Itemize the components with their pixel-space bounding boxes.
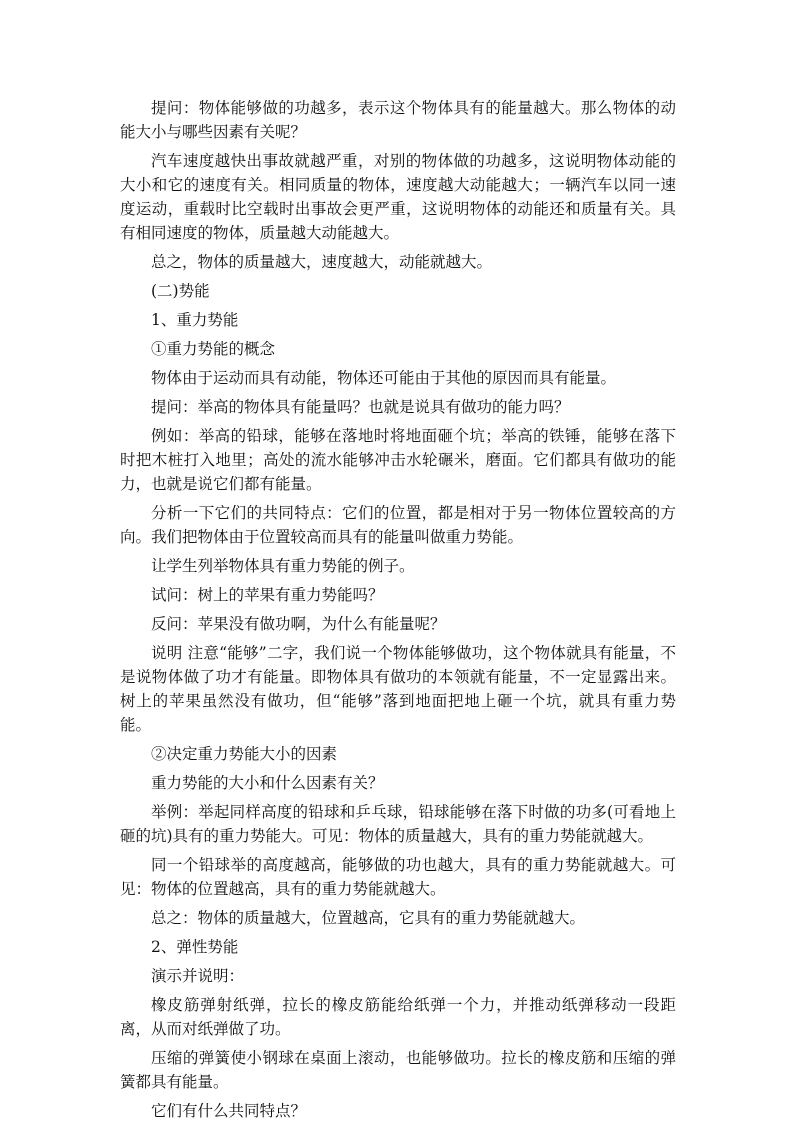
paragraph: 总之：物体的质量越大，位置越高，它具有的重力势能就越大。 <box>151 909 586 927</box>
paragraph: 演示并说明： <box>151 967 245 985</box>
paragraph: 说明 注意“能够”二字，我们说一个物体能够做功，这个物体就具有能量，不是说物体做了功才有能量。即物体具有做功的本领就有能量，不一定显露出来。树上的苹果虽然没有做功，但“能够”落到地面把地上砸一个坑，就具有重力势能。 <box>120 644 676 734</box>
paragraph: 它们有什么共同特点？ <box>151 1102 307 1120</box>
subsection-heading: 1、重力势能 <box>151 311 239 329</box>
paragraph: 同一个铅球举的高度越高，能够做的功也越大，具有的重力势能就越大。可见：物体的位置越高，具有的重力势能就越大。 <box>120 856 676 898</box>
section-heading: (二)势能 <box>151 282 210 300</box>
paragraph: 压缩的弹簧使小钢球在桌面上滚动，也能够做功。拉长的橡皮筋和压缩的弹簧都具有能量。 <box>120 1049 676 1091</box>
paragraph: 反问：苹果没有做功啊，为什么有能量呢？ <box>151 615 446 633</box>
paragraph: 分析一下它们的共同特点：它们的位置，都是相对于另一物体位置较高的方向。我们把物体由于位置较高而具有的能量叫做重力势能。 <box>120 504 676 546</box>
paragraph: 让学生列举物体具有重力势能的例子。 <box>151 557 415 575</box>
paragraph: 橡皮筋弹射纸弹，拉长的橡皮筋能给纸弹一个力，并推动纸弹移动一段距离，从而对纸弹做了功。 <box>120 996 676 1038</box>
paragraph: 物体由于运动而具有动能，物体还可能由于其他的原因而具有能量。 <box>151 369 617 387</box>
subsection-heading: ②决定重力势能大小的因素 <box>151 745 338 763</box>
paragraph: 汽车速度越快出事故就越严重，对别的物体做的功越多，这说明物体动能的大小和它的速度有关。相同质量的物体，速度越大动能越大；一辆汽车以同一速度运动，重载时比空载时出事故会更严重，这说明物体的动能还和质量有关。具有相同速度的物体，质量越大动能越大。 <box>120 152 676 242</box>
subsection-heading: ①重力势能的概念 <box>151 340 276 358</box>
paragraph: 举例：举起同样高度的铅球和乒乓球，铅球能够在落下时做的功多(可看地上砸的坑)具有的重力势能大。可见：物体的质量越大，具有的重力势能就越大。 <box>120 803 676 845</box>
document-page <box>120 96 676 1128</box>
paragraph: 提问：举高的物体具有能量吗？也就是说具有做功的能力吗？ <box>151 398 570 416</box>
paragraph: 提问：物体能够做的功越多，表示这个物体具有的能量越大。那么物体的动能大小与哪些因素有关呢？ <box>120 99 676 141</box>
paragraph: 试问：树上的苹果有重力势能吗？ <box>151 586 384 604</box>
paragraph: 例如：举高的铅球，能够在落地时将地面砸个坑；举高的铁锤，能够在落下时把木桩打入地里；高处的流水能够冲击水轮碾米，磨面。它们都具有做功的能力，也就是说它们都有能量。 <box>120 427 676 493</box>
subsection-heading: 2、弹性势能 <box>151 938 239 956</box>
paragraph: 重力势能的大小和什么因素有关？ <box>151 774 384 792</box>
paragraph: 总之，物体的质量越大，速度越大，动能就越大。 <box>151 253 493 271</box>
